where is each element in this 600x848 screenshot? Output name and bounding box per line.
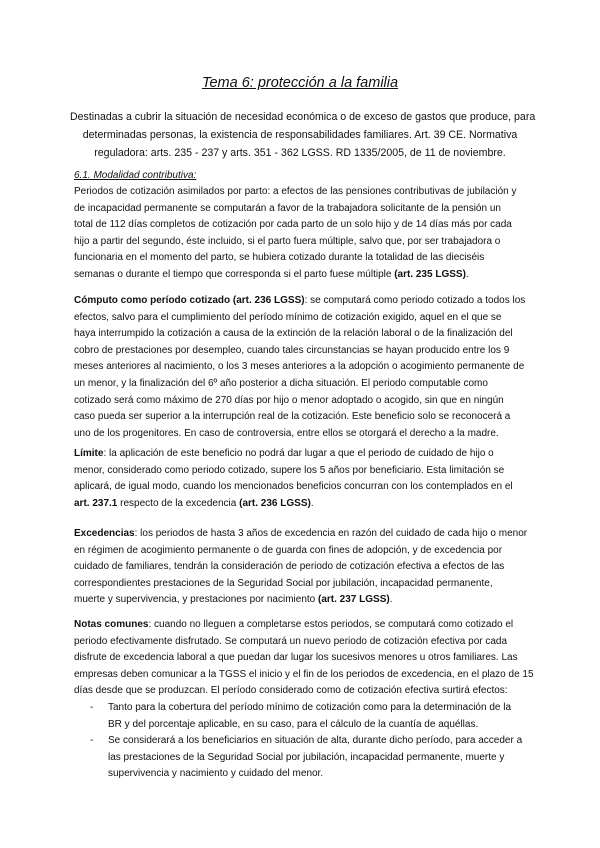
effects-list xyxy=(74,700,526,783)
text-segment: muerte y supervivencia, y prestaciones por nacimiento xyxy=(74,594,319,606)
text-line: Tanto para la cobertura del período mínimo de cotización como para la determinación de la xyxy=(108,702,512,713)
text-line: hijo a partir del segundo, éste incluido, si el parto fuera múltiple, salvo que, por ser trabajadora o xyxy=(74,235,501,247)
text-line: periodo efectivamente disfrutado. Se computará un nuevo periodo de cotización efectiva por cada xyxy=(74,635,508,647)
text-line: aplicará, de igual modo, cuando los mencionados beneficios concurran con los contemplados en el xyxy=(74,481,513,493)
text-segment: : la aplicación de este beneficio no podrá dar lugar a que el periodo de cuidado de hijo o xyxy=(103,448,494,459)
legal-reference: art. 237.1 xyxy=(74,497,118,509)
text-line: BR y del porcentaje aplicable, en su caso, para el cálculo de la cuantía de aquéllas. xyxy=(108,718,479,730)
legal-reference: (art. 235 LGSS) xyxy=(394,268,466,280)
text-line xyxy=(74,526,526,543)
paragraph-heading: Cómputo como período cotizado (art. 236 LGSS) xyxy=(74,295,305,306)
page-title: Tema 6: protección a la familia xyxy=(201,75,399,91)
list-item xyxy=(74,733,526,783)
paragraph-notas-comunes xyxy=(74,617,534,700)
intro-line: reguladora: arts. 235 - 237 y arts. 351 - 362 LGSS. RD 1335/2005, de 11 de noviembre. xyxy=(94,147,506,159)
paragraph-heading: Límite xyxy=(74,448,104,459)
text-line: las prestaciones de la Seguridad Social por jubilación, incapacidad permanente, muerte y xyxy=(108,751,505,763)
text-line: supervivencia y nacimiento y cuidado del menor. xyxy=(108,768,324,780)
text-line xyxy=(74,592,526,609)
text-segment: . xyxy=(465,268,469,280)
text-line: uno de los progenitores. En caso de controversia, entre ellos se otorgará el derecho a la madre. xyxy=(74,427,499,439)
text-segment: . xyxy=(310,497,314,509)
text-line: cobro de prestaciones por desempleo, cuando tales circunstancias se hayan producido entre los 9 xyxy=(74,344,510,356)
text-line: haya interrumpido la cotización a causa de la extinción de la relación laboral o de la finalización del xyxy=(74,328,513,340)
text-line: total de 112 días completos de cotización por cada parto de un solo hijo y de 14 días más por cada xyxy=(74,219,512,231)
text-segment: : los periodos de hasta 3 años de excedencia en razón del cuidado de cada hijo o menor xyxy=(134,528,528,539)
paragraph-heading: Excedencias xyxy=(74,528,135,539)
text-line: caso pueda ser superior a la interrupción real de la cotización. Este beneficio solo se reconocerá a xyxy=(74,411,511,423)
list-item xyxy=(74,700,526,733)
legal-reference: (art. 236 LGSS) xyxy=(239,497,311,509)
text-line xyxy=(74,293,526,310)
text-line xyxy=(74,267,526,284)
text-line: un menor, y la finalización del 6º año posterior a dicha situación. El periodo computable como xyxy=(74,377,488,389)
text-segment: respecto de la excedencia xyxy=(117,497,240,509)
dash-bullet: - xyxy=(90,702,94,713)
paragraph-heading: Notas comunes xyxy=(74,619,149,630)
text-line: cotizado será como máximo de 270 días por hijo o menor adoptado o acogido, sin que en ningún xyxy=(74,394,504,406)
text-segment: : se computará como periodo cotizado a todos los xyxy=(304,295,526,306)
legal-reference: (art. 237 LGSS) xyxy=(318,594,390,606)
text-line: funcionaria en el momento del parto, se hubiera cotizado durante la totalidad de las dieciséis xyxy=(74,252,485,264)
intro-line: Destinadas a cubrir la situación de necesidad económica o de exceso de gastos que produce, para xyxy=(70,111,536,123)
paragraph-limite xyxy=(74,446,526,512)
text-line: Se considerará a los beneficiarios en situación de alta, durante dicho período, para acceder a xyxy=(108,735,523,747)
text-line: días desde que se produzcan. El período considerado como de cotización efectiva surtirá efectos: xyxy=(74,685,508,697)
text-segment: . xyxy=(389,594,393,606)
text-line xyxy=(74,446,526,463)
text-line: menor, considerado como periodo cotizado, supere los 5 años por beneficiario. Esta limitación se xyxy=(74,464,505,476)
intro-line: determinadas personas, la existencia de responsabilidades familiares. Art. 39 CE. Normativa xyxy=(82,129,518,141)
text-line: efectos, salvo para el cumplimiento del período mínimo de cotización exigido, aquel en el que se xyxy=(74,311,502,323)
intro-paragraph xyxy=(70,108,536,162)
text-segment: semanas o durante el tiempo que corresponda si el parto fuese múltiple xyxy=(74,268,392,280)
section-title: 6.1. Modalidad contributiva: xyxy=(74,170,197,181)
text-line: cuidado de familiares, tendrán la consideración de periodo de cotización efectiva a efectos de las xyxy=(74,561,505,573)
paragraph-computo xyxy=(74,293,526,442)
text-line: empresas deben comunicar a la TGSS el inicio y el fin de los periodos de excedencia, en el plazo de 15 xyxy=(74,668,534,680)
text-line: de incapacidad permanente se computarán a favor de la trabajadora solicitante de la pensión un xyxy=(74,202,501,214)
paragraph-excedencias xyxy=(74,526,526,609)
dash-bullet: - xyxy=(90,735,94,747)
paragraph-periodos-asimilados xyxy=(74,184,526,284)
text-line: en régimen de acogimiento permanente o de guarda con fines de adopción, y de excedencia por xyxy=(74,544,503,556)
text-line xyxy=(74,496,526,513)
text-line: correspondientes prestaciones de la Seguridad Social por jubilación, incapacidad permanente, xyxy=(74,577,493,589)
text-segment: : cuando no lleguen a completarse estos periodos, se computará como cotizado el xyxy=(148,619,514,630)
text-line: Periodos de cotización asimilados por parto: a efectos de las pensiones contributivas de jubilación y xyxy=(74,186,517,197)
text-line: disfrute de excedencia laboral a que puedan dar lugar los sucesivos menores u otros familiares. Las xyxy=(74,652,518,664)
text-line xyxy=(74,617,526,634)
text-line: meses anteriores al nacimiento, o los 3 meses anteriores a la adopción o acogimiento permanente de xyxy=(74,361,525,373)
